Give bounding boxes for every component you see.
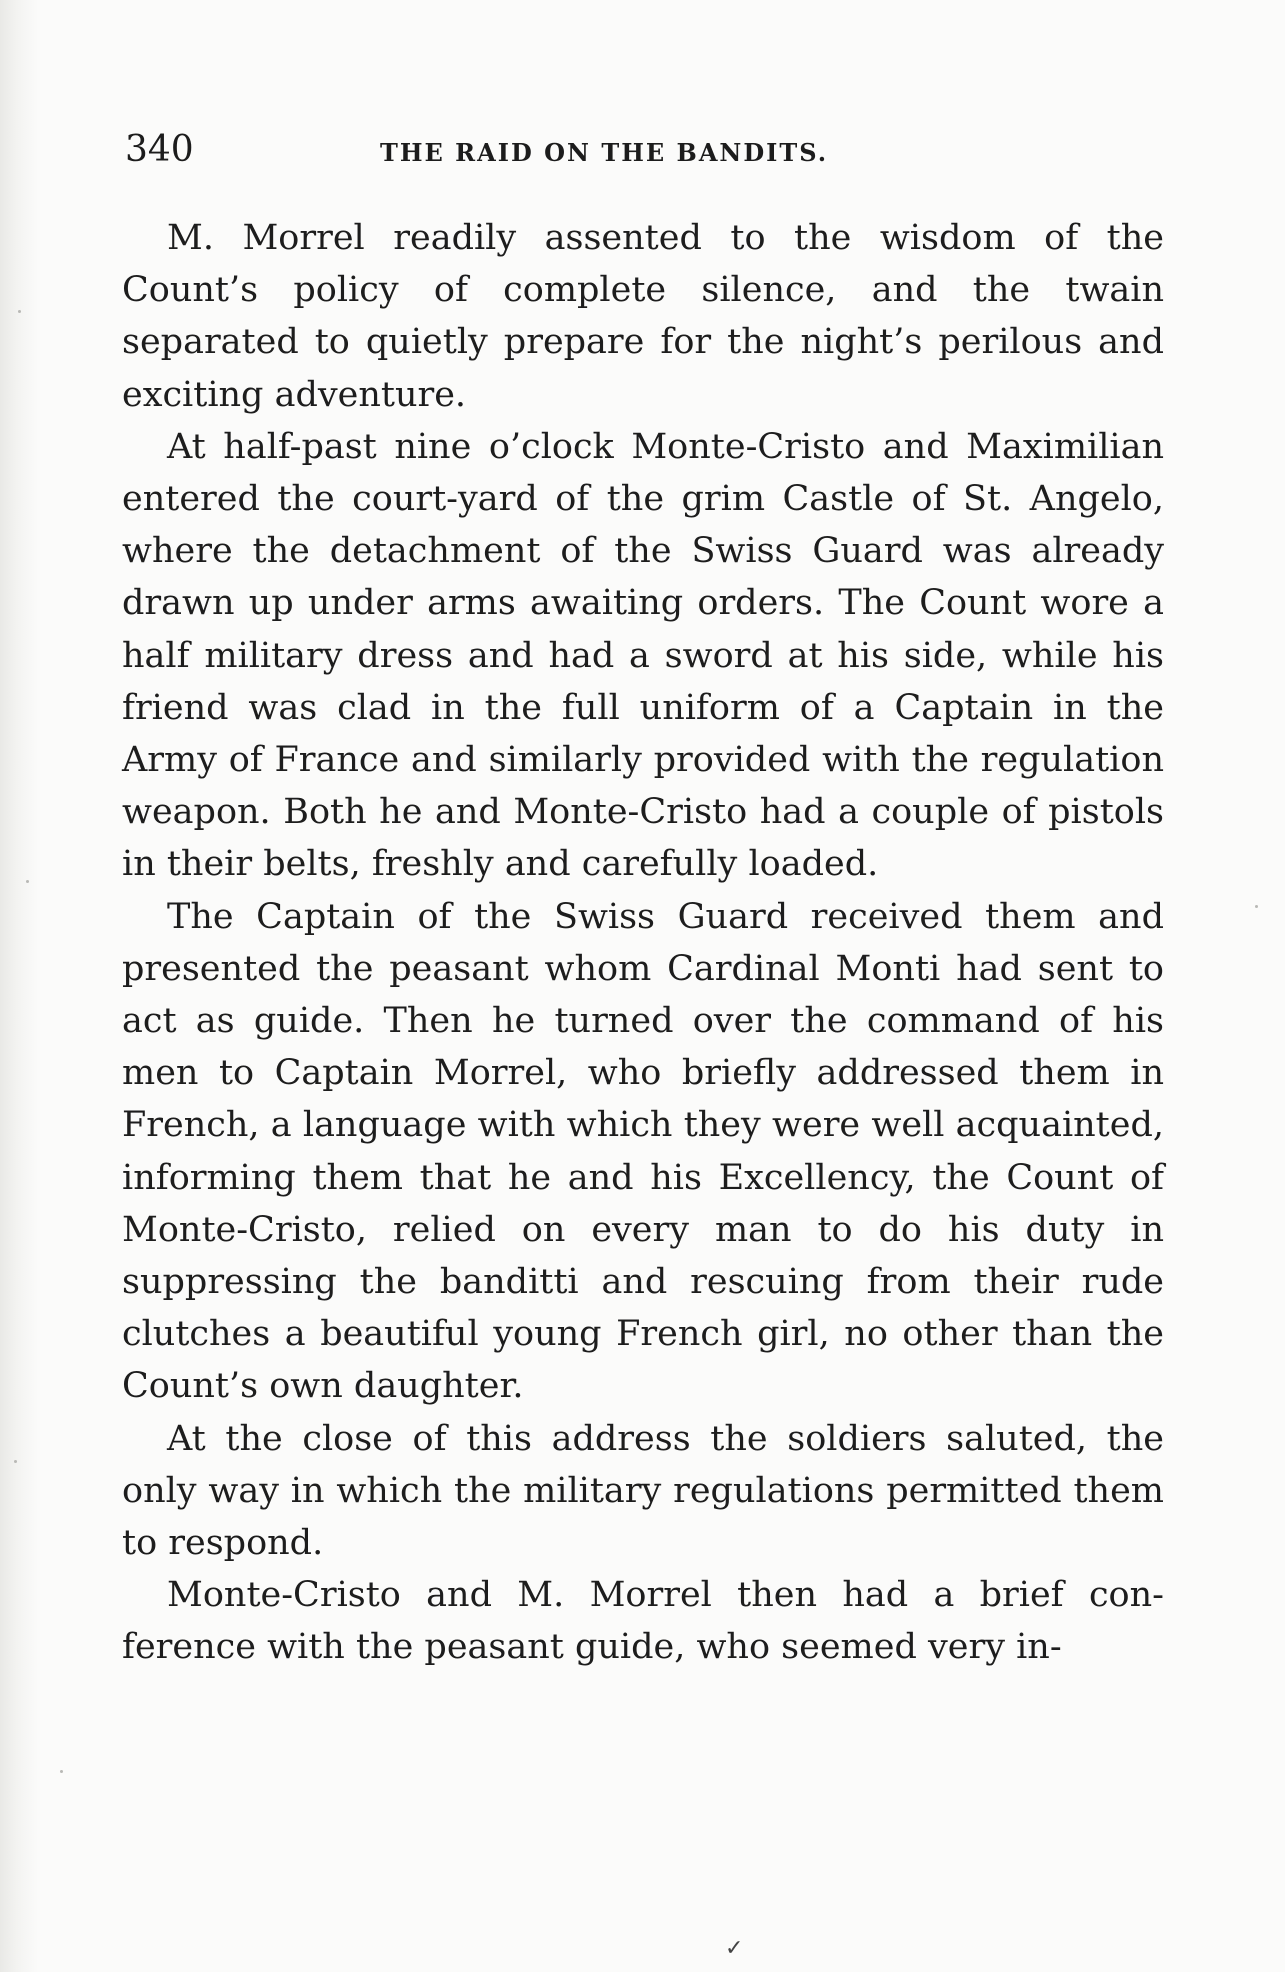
paper-speck bbox=[14, 1460, 17, 1463]
paragraph: At the close of this address the soldiers saluted, the only way in which the military regulations permitted them to respond. bbox=[122, 1418, 1164, 1564]
body-text bbox=[122, 212, 1164, 1674]
paragraph: At half-past nine o’clock Monte-Cristo and Maximilian entered the court-yard of the grim Castle of St. Angelo, where the detachment of the Swiss Guard was already drawn up under arms awaiting orders. The Count wore a half military dress and had a sword at his side, while his friend was clad in the full uniform of a Captain in the Army of France and similarly provided with the regulation weapon. Both he and Monte-Cristo had a couple of pistols in their belts, freshly and carefully loaded. bbox=[122, 426, 1164, 885]
paragraph: Monte-Cristo and M. Morrel then had a brief conference with the peasant guide, who seemed very in- bbox=[122, 1575, 1164, 1668]
paper-speck bbox=[26, 880, 29, 883]
running-title: THE RAID ON THE BANDITS. bbox=[380, 138, 829, 167]
paper-speck bbox=[18, 310, 21, 313]
page-gutter-shadow bbox=[0, 0, 38, 1972]
paragraph: The Captain of the Swiss Guard received them and presented the peasant whom Cardinal Monti had sent to act as guide. Then he turned over the command of his men to Captain Morrel, who briefly addressed them in French, a language with which they were well acquainted, informing them that he and his Excellency, the Count of Monte-Cristo, relied on every man to do his duty in suppressing the banditti and rescuing from their rude clutches a beautiful young French girl, no other than the Count’s own daughter. bbox=[122, 896, 1164, 1407]
paper-speck bbox=[60, 1770, 63, 1773]
page-number: 340 bbox=[125, 129, 194, 170]
paper-speck bbox=[1255, 905, 1258, 908]
paragraph: M. Morrel readily assented to the wisdom of the Count’s policy of complete silence, and the twain separated to quietly prepare for the night’s perilous and exciting adventure. bbox=[122, 218, 1164, 415]
pencil-mark: ✓ bbox=[725, 1936, 744, 1961]
page-header bbox=[125, 126, 1165, 182]
